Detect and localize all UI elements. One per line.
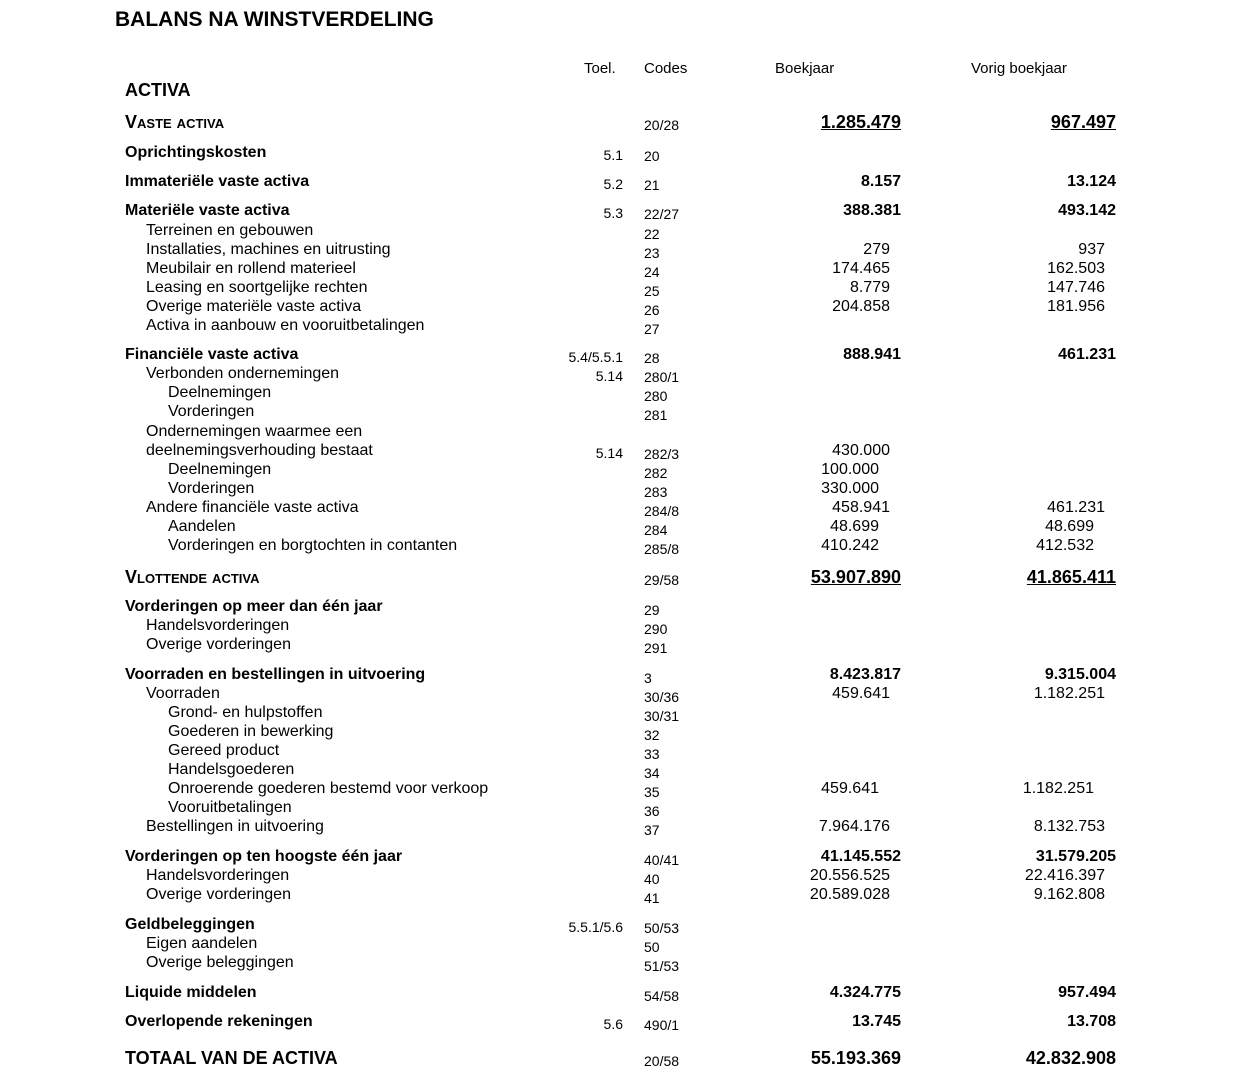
row-label: Onroerende goederen bestemd voor verkoop <box>168 780 489 797</box>
row-code: 280 <box>644 388 668 404</box>
row-value-previous: 1.182.251 <box>1022 780 1094 797</box>
row-label: Vorderingen <box>168 480 255 497</box>
row-value-current: 1.285.479 <box>820 112 901 132</box>
row-value-previous: 22.416.397 <box>1024 867 1105 884</box>
row-label: Vorderingen op ten hoogste één jaar <box>125 848 403 865</box>
row-value-previous: 9.315.004 <box>1044 666 1116 683</box>
table-row <box>0 201 1241 221</box>
row-label: Handelsvorderingen <box>146 867 290 884</box>
row-code: 30/31 <box>644 708 680 724</box>
table-row <box>0 665 1241 685</box>
row-value-current: 174.465 <box>832 260 890 277</box>
table-row <box>0 345 1241 365</box>
row-code: 33 <box>644 746 660 762</box>
row-value-previous: 461.231 <box>1047 499 1105 516</box>
row-value-previous: 147.746 <box>1047 279 1105 296</box>
row-value-current: 888.941 <box>843 346 901 363</box>
table-row <box>0 684 1241 704</box>
row-value-previous: 41.865.411 <box>1026 567 1116 587</box>
row-code: 36 <box>644 803 660 819</box>
row-label: Overige beleggingen <box>146 954 294 971</box>
row-code: 284 <box>644 522 668 538</box>
table-row <box>0 915 1241 935</box>
row-value-current: 330.000 <box>821 480 879 497</box>
table-row <box>0 112 1241 132</box>
row-value-current: 4.324.775 <box>829 984 901 1001</box>
table-row <box>0 278 1241 298</box>
row-label: Vooruitbetalingen <box>168 799 292 816</box>
row-label: Deelnemingen <box>168 461 272 478</box>
table-row <box>0 479 1241 499</box>
row-value-current: 279 <box>863 241 890 258</box>
table-row <box>0 934 1241 954</box>
row-code: 27 <box>644 321 660 337</box>
row-code: 290 <box>644 621 668 637</box>
row-note: 5.6 <box>603 1016 623 1032</box>
row-value-previous: 42.832.908 <box>1025 1048 1116 1068</box>
row-label: Deelnemingen <box>168 384 272 401</box>
row-code: 20/28 <box>644 117 680 133</box>
table-row <box>0 143 1241 163</box>
table-row <box>0 364 1241 384</box>
table-row <box>0 517 1241 537</box>
row-label: Geldbeleggingen <box>125 916 255 933</box>
row-code: 282/3 <box>644 446 680 462</box>
row-note: 5.4/5.5.1 <box>568 349 623 365</box>
row-code: 50 <box>644 939 660 955</box>
row-value-previous: 937 <box>1078 241 1105 258</box>
table-row <box>0 383 1241 403</box>
row-label: Handelsgoederen <box>168 761 295 778</box>
table-row <box>0 460 1241 480</box>
row-value-current: 100.000 <box>821 461 879 478</box>
row-value-previous: 13.708 <box>1067 1013 1116 1030</box>
page-title: BALANS NA WINSTVERDELING <box>115 8 434 31</box>
row-value-current: 459.641 <box>821 780 879 797</box>
row-note: 5.14 <box>595 368 623 384</box>
row-value-current: 53.907.890 <box>810 567 901 587</box>
row-code: 285/8 <box>644 541 680 557</box>
row-label: Andere financiële vaste activa <box>146 499 359 516</box>
table-row <box>0 402 1241 422</box>
row-code: 29 <box>644 602 660 618</box>
row-code: 40 <box>644 871 660 887</box>
row-label: Liquide middelen <box>125 984 257 1001</box>
row-code: 291 <box>644 640 668 656</box>
table-row <box>0 1012 1241 1032</box>
row-value-current: 20.589.028 <box>809 886 890 903</box>
row-code: 281 <box>644 407 668 423</box>
table-row <box>0 422 1241 442</box>
row-value-previous: 31.579.205 <box>1035 848 1116 865</box>
row-label: Immateriële vaste activa <box>125 173 310 190</box>
row-value-previous: 13.124 <box>1067 173 1116 190</box>
table-row <box>0 259 1241 279</box>
row-value-previous: 48.699 <box>1045 518 1094 535</box>
row-code: 21 <box>644 177 660 193</box>
column-header-codes: Codes <box>644 60 688 77</box>
row-code: 283 <box>644 484 668 500</box>
row-value-current: 55.193.369 <box>810 1048 901 1068</box>
row-value-current: 13.745 <box>852 1013 901 1030</box>
row-code: 40/41 <box>644 852 680 868</box>
row-code: 20 <box>644 148 660 164</box>
row-code: 28 <box>644 350 660 366</box>
row-code: 30/36 <box>644 689 680 705</box>
row-code: 22 <box>644 226 660 242</box>
row-code: 284/8 <box>644 503 680 519</box>
row-label: Verbonden ondernemingen <box>146 365 340 382</box>
row-label: Overige vorderingen <box>146 636 291 653</box>
row-value-previous: 9.162.808 <box>1033 886 1105 903</box>
row-label: Installaties, machines en uitrusting <box>146 241 391 258</box>
row-value-current: 7.964.176 <box>818 818 890 835</box>
row-label: Vorderingen op meer dan één jaar <box>125 598 383 615</box>
table-row <box>0 779 1241 799</box>
row-code: 282 <box>644 465 668 481</box>
row-label: Voorraden <box>146 685 220 702</box>
row-value-current: 459.641 <box>832 685 890 702</box>
section-heading-activa: ACTIVA <box>125 80 191 100</box>
row-value-current: 430.000 <box>832 442 890 459</box>
table-row <box>0 567 1241 587</box>
row-label: Activa in aanbouw en vooruitbetalingen <box>146 317 425 334</box>
row-value-current: 8.779 <box>849 279 890 296</box>
row-note: 5.5.1/5.6 <box>568 919 623 935</box>
row-label: Goederen in bewerking <box>168 723 334 740</box>
row-code: 24 <box>644 264 660 280</box>
row-value-current: 41.145.552 <box>820 848 901 865</box>
row-value-current: 388.381 <box>843 202 901 219</box>
column-header-boekjaar: Boekjaar <box>775 60 835 77</box>
row-code: 280/1 <box>644 369 680 385</box>
row-code: 490/1 <box>644 1017 680 1033</box>
row-value-previous: 162.503 <box>1047 260 1105 277</box>
table-row <box>0 703 1241 723</box>
row-label: Terreinen en gebouwen <box>146 222 314 239</box>
table-row <box>0 316 1241 336</box>
row-value-previous: 412.532 <box>1036 537 1094 554</box>
column-header-vorig-boekjaar: Vorig boekjaar <box>971 60 1067 77</box>
table-row-total <box>0 1048 1241 1068</box>
row-code: 25 <box>644 283 660 299</box>
table-row <box>0 817 1241 837</box>
row-code: 34 <box>644 765 660 781</box>
row-value-previous: 1.182.251 <box>1033 685 1105 702</box>
row-value-current: 8.423.817 <box>829 666 901 683</box>
table-row <box>0 953 1241 973</box>
row-note: 5.3 <box>603 205 623 221</box>
row-note: 5.2 <box>603 176 623 192</box>
table-row <box>0 616 1241 636</box>
row-code: 37 <box>644 822 660 838</box>
row-value-previous: 493.142 <box>1058 202 1116 219</box>
row-code: 35 <box>644 784 660 800</box>
row-code: 3 <box>644 670 652 686</box>
row-code: 29/58 <box>644 572 680 588</box>
row-label: Aandelen <box>168 518 236 535</box>
row-label: Gereed product <box>168 742 280 759</box>
row-code: 32 <box>644 727 660 743</box>
row-code: 23 <box>644 245 660 261</box>
table-row <box>0 297 1241 317</box>
row-code: 54/58 <box>644 988 680 1004</box>
row-value-current: 20.556.525 <box>809 867 890 884</box>
row-label: deelnemingsverhouding bestaat <box>146 442 373 459</box>
row-value-previous: 461.231 <box>1058 346 1116 363</box>
row-label: Bestellingen in uitvoering <box>146 818 324 835</box>
row-label: Overige materiële vaste activa <box>146 298 362 315</box>
table-row <box>0 597 1241 617</box>
row-value-current: 8.157 <box>860 173 901 190</box>
row-code: 41 <box>644 890 660 906</box>
table-row <box>0 983 1241 1003</box>
row-code: 50/53 <box>644 920 680 936</box>
table-row <box>0 172 1241 192</box>
row-label: TOTAAL VAN DE ACTIVA <box>125 1048 338 1068</box>
table-row <box>0 885 1241 905</box>
row-value-previous: 957.494 <box>1058 984 1116 1001</box>
table-row <box>0 866 1241 886</box>
row-label: Eigen aandelen <box>146 935 258 952</box>
row-label: Vorderingen <box>168 403 255 420</box>
row-label: Ondernemingen waarmee een <box>146 423 363 440</box>
row-value-current: 204.858 <box>832 298 890 315</box>
row-label: Overlopende rekeningen <box>125 1013 313 1030</box>
table-row <box>0 441 1241 461</box>
row-value-previous: 8.132.753 <box>1033 818 1105 835</box>
row-label: Financiële vaste activa <box>125 346 299 363</box>
table-row <box>0 760 1241 780</box>
row-value-previous: 181.956 <box>1047 298 1105 315</box>
row-note: 5.14 <box>595 445 623 461</box>
row-value-current: 458.941 <box>832 499 890 516</box>
row-note: 5.1 <box>603 147 623 163</box>
table-row <box>0 847 1241 867</box>
row-label: Oprichtingskosten <box>125 144 267 161</box>
row-label: Voorraden en bestellingen in uitvoering <box>125 666 426 683</box>
table-row <box>0 741 1241 761</box>
table-row <box>0 798 1241 818</box>
row-label: Vlottende activa <box>125 567 260 587</box>
row-code: 20/58 <box>644 1053 680 1069</box>
row-code: 22/27 <box>644 206 680 222</box>
table-row <box>0 240 1241 260</box>
table-row <box>0 221 1241 241</box>
row-value-current: 410.242 <box>821 537 879 554</box>
row-label: Overige vorderingen <box>146 886 291 903</box>
table-row <box>0 635 1241 655</box>
row-label: Leasing en soortgelijke rechten <box>146 279 368 296</box>
table-row <box>0 536 1241 556</box>
column-header-toel: Toel. <box>584 60 616 77</box>
row-label: Vorderingen en borgtochten in contanten <box>168 537 458 554</box>
row-label: Materiële vaste activa <box>125 202 290 219</box>
row-value-previous: 967.497 <box>1050 112 1116 132</box>
table-row <box>0 722 1241 742</box>
row-code: 26 <box>644 302 660 318</box>
row-label: Vaste activa <box>125 112 225 132</box>
row-label: Handelsvorderingen <box>146 617 290 634</box>
table-row <box>0 498 1241 518</box>
row-value-current: 48.699 <box>830 518 879 535</box>
row-label: Meubilair en rollend materieel <box>146 260 356 277</box>
row-label: Grond- en hulpstoffen <box>168 704 323 721</box>
row-code: 51/53 <box>644 958 680 974</box>
